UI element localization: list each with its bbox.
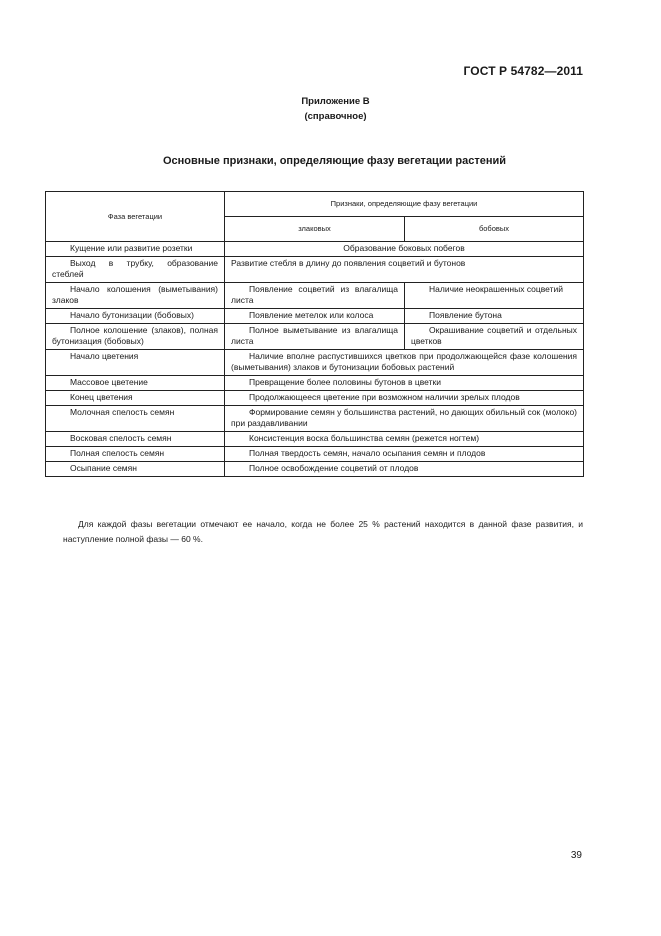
phase-cell: Начало колошения (выметывания) злаков [46, 283, 225, 309]
phase-cell: Осыпание семян [46, 462, 225, 477]
table-row [46, 432, 584, 447]
footnote-paragraph [63, 517, 583, 547]
sign-cell: Превращение более половины бутонов в цветки [225, 376, 584, 391]
legumes-cell: Окрашивание соцветий и отдельных цветков [405, 324, 584, 350]
table-row [46, 447, 584, 462]
footnote-text: Для каждой фазы вегетации отмечают ее начало, когда не более 25 % растений находится в данной фазе развития, и наступление полной фазы — 60 %. [63, 519, 583, 544]
sign-cell: Полное освобождение соцветий от плодов [225, 462, 584, 477]
sign-cell: Наличие вполне распустившихся цветков при продолжающейся фазе колошения (выметывания) злаков и бутонизации бобовых растений [225, 350, 584, 376]
table-row [46, 283, 584, 309]
sign-cell: Формирование семян у большинства растений, но дающих обильный сок (молоко) при раздавливании [225, 406, 584, 432]
header-signs: Признаки, определяющие фазу вегетации [225, 192, 584, 217]
phase-cell: Кущение или развитие розетки [46, 242, 225, 257]
phase-cell: Восковая спелость семян [46, 432, 225, 447]
phase-cell: Молочная спелость семян [46, 406, 225, 432]
sign-cell: Развитие стебля в длину до появления соцветий и бутонов [225, 257, 584, 283]
sign-cell: Образование боковых побегов [225, 242, 584, 257]
vegetation-phase-table [45, 191, 584, 477]
page-number: 39 [570, 850, 582, 861]
header-legumes: бобовых [405, 217, 584, 242]
cereals-cell: Появление соцветий из влагалища листа [225, 283, 405, 309]
table-row [46, 242, 584, 257]
annex-subtitle: (справочное) [304, 111, 367, 122]
phase-cell: Выход в трубку, образование стеблей [46, 257, 225, 283]
legumes-cell: Наличие неокрашенных соцветий [405, 283, 584, 309]
annex-title: Приложение В [301, 96, 370, 107]
legumes-cell: Появление бутона [405, 309, 584, 324]
phase-cell: Массовое цветение [46, 376, 225, 391]
table-row [46, 350, 584, 376]
header-cereals: злаковых [225, 217, 405, 242]
cereals-cell: Появление метелок или колоса [225, 309, 405, 324]
phase-cell: Начало бутонизации (бобовых) [46, 309, 225, 324]
table-row [46, 391, 584, 406]
annex-heading [0, 94, 661, 124]
table-row [46, 257, 584, 283]
sign-cell: Продолжающееся цветение при возможном наличии зрелых плодов [225, 391, 584, 406]
section-title: Основные признаки, определяющие фазу вегетации растений [162, 155, 507, 167]
phase-cell: Полное колошение (злаков), полная бутонизация (бобовых) [46, 324, 225, 350]
phase-cell: Начало цветения [46, 350, 225, 376]
standard-code: ГОСТ Р 54782—2011 [463, 64, 583, 78]
sign-cell: Консистенция воска большинства семян (режется ногтем) [225, 432, 584, 447]
table-row [46, 324, 584, 350]
header-phase: Фаза вегетации [46, 192, 225, 242]
sign-cell: Полная твердость семян, начало осыпания семян и плодов [225, 447, 584, 462]
table-row [46, 406, 584, 432]
table-row [46, 376, 584, 391]
table-row [46, 309, 584, 324]
phase-cell: Полная спелость семян [46, 447, 225, 462]
cereals-cell: Полное выметывание из влагалища листа [225, 324, 405, 350]
table-row [46, 462, 584, 477]
phase-cell: Конец цветения [46, 391, 225, 406]
